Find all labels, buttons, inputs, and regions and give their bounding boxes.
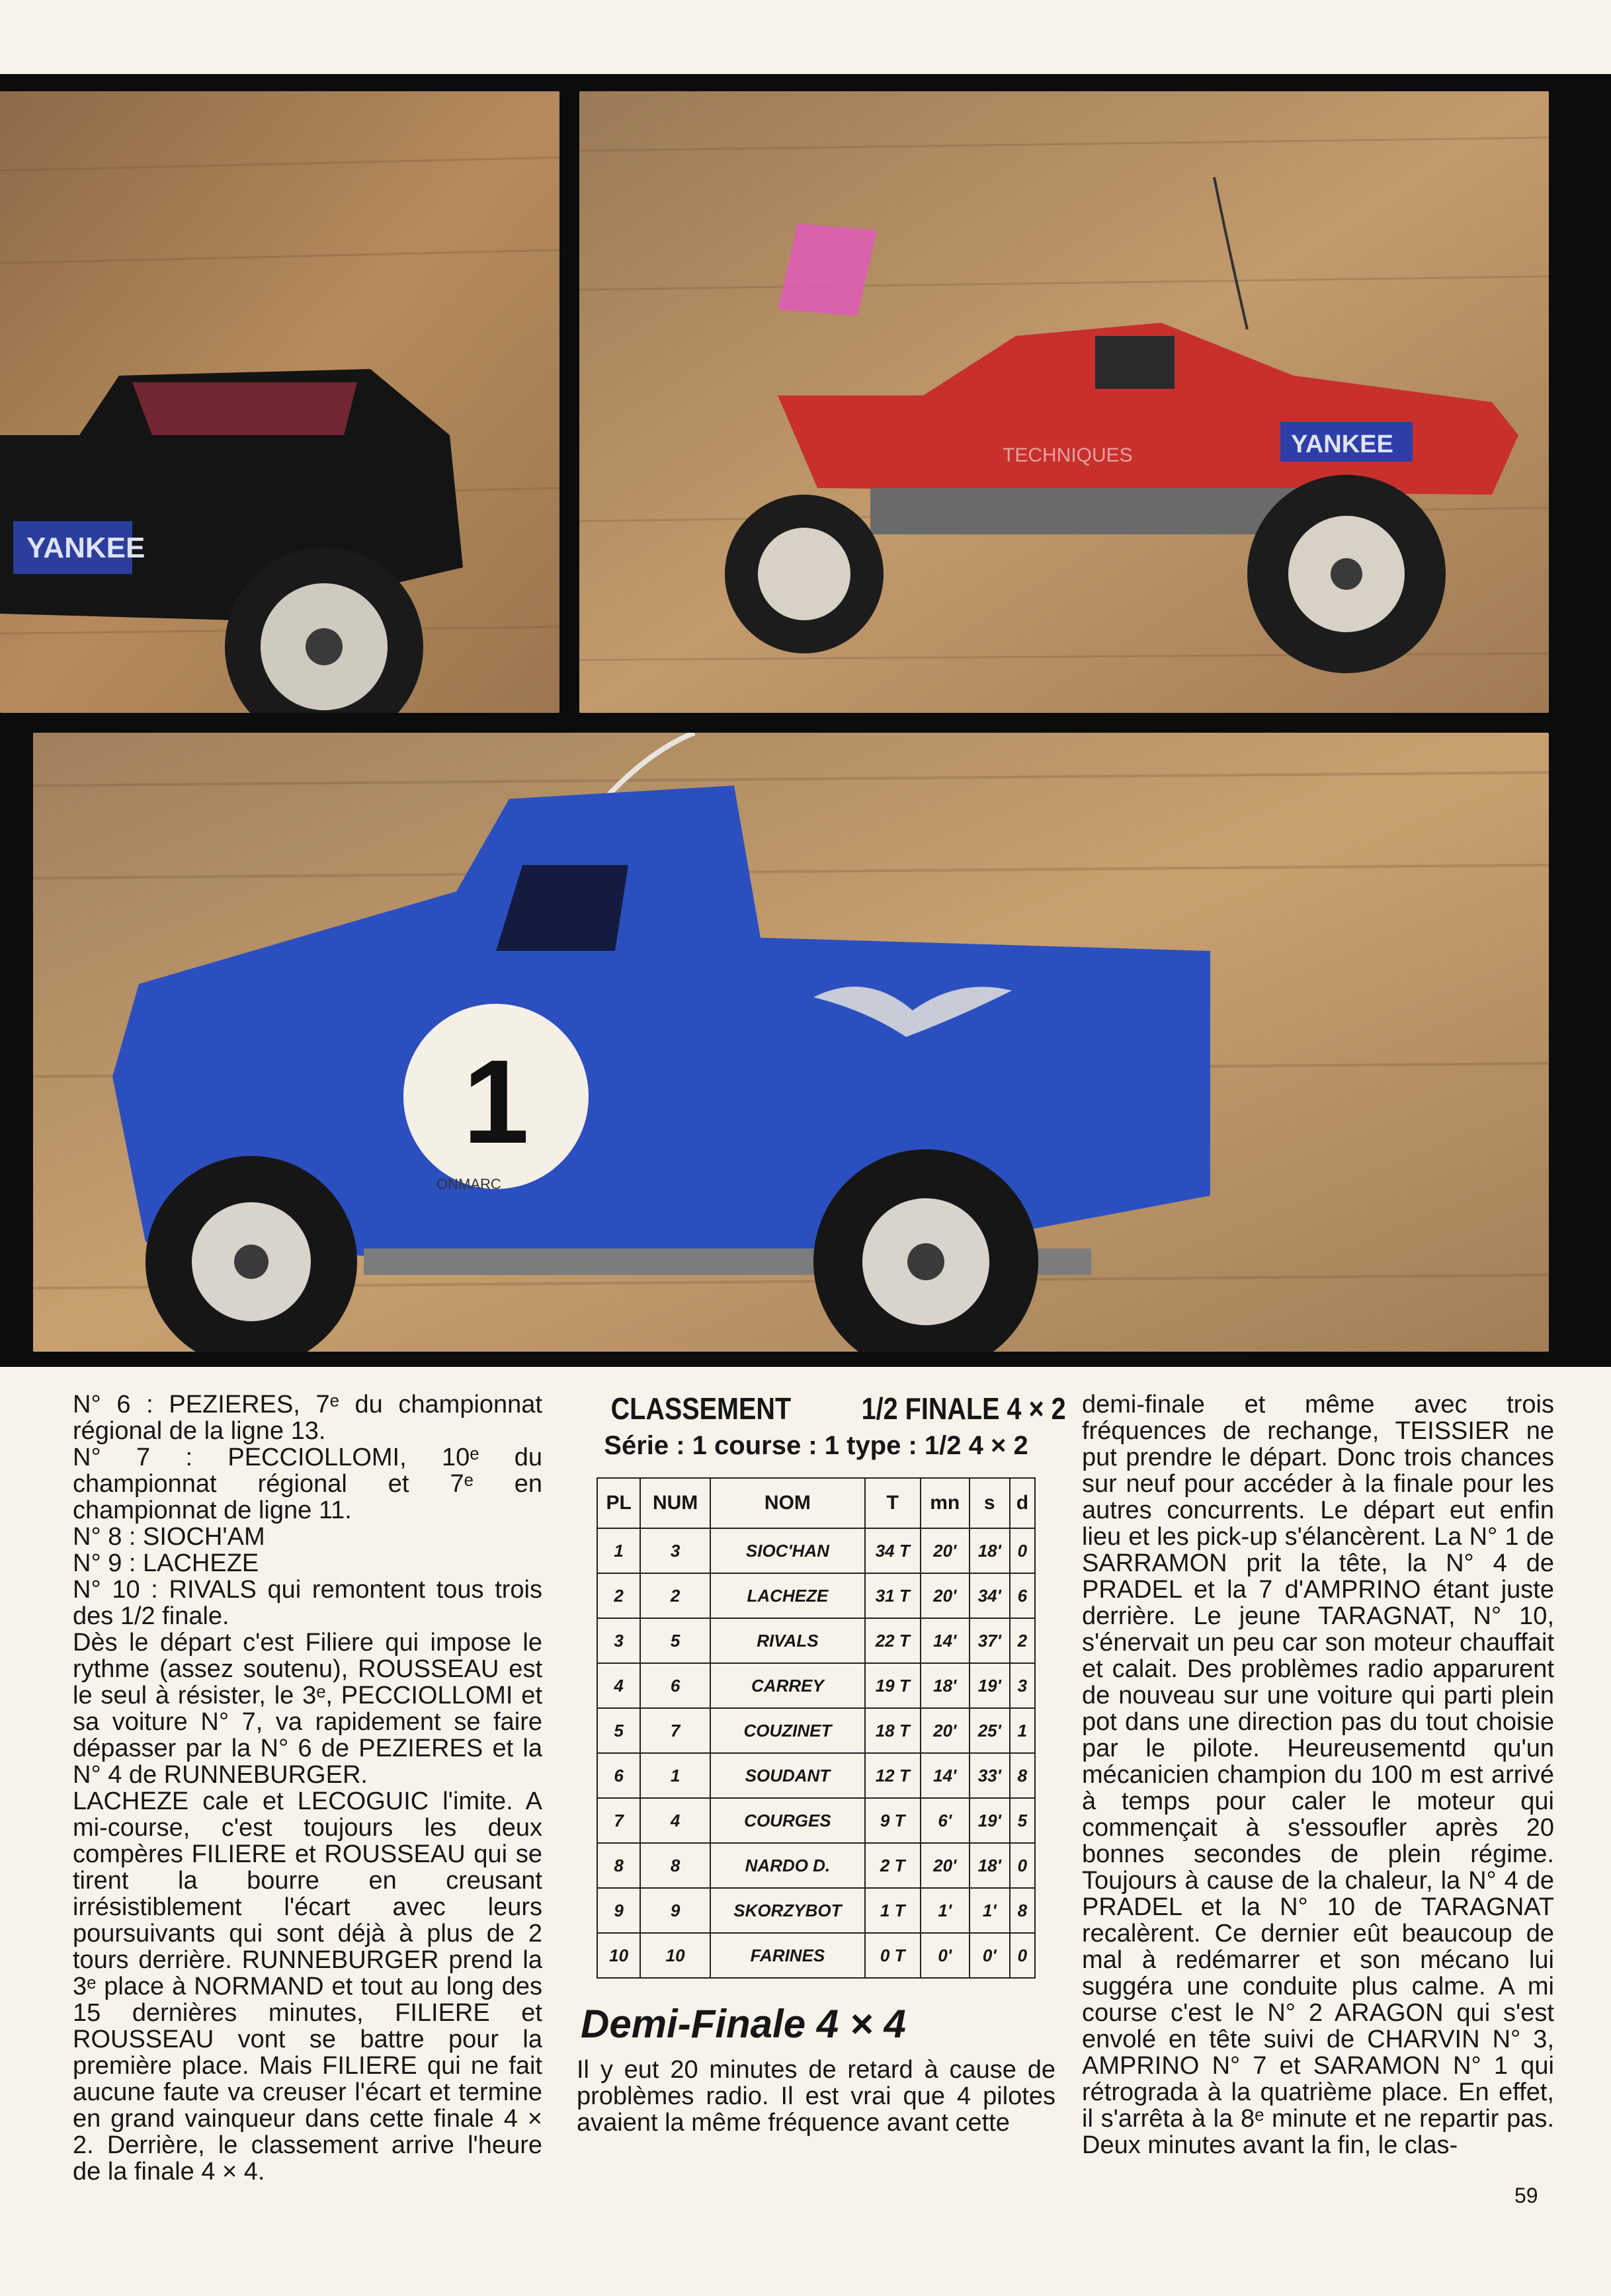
table-cell: 1 bbox=[640, 1753, 710, 1798]
table-cell: SOUDANT bbox=[710, 1753, 865, 1798]
table-cell: 3 bbox=[597, 1618, 640, 1663]
table-cell: 25' bbox=[970, 1708, 1010, 1753]
table-row bbox=[597, 1573, 1035, 1618]
table-cell: 7 bbox=[597, 1798, 640, 1843]
table-cell: 9 bbox=[597, 1888, 640, 1933]
paragraph: N° 8 : SIOCH'AM bbox=[73, 1523, 265, 1551]
paragraph: demi-finale et même avec trois fréquences de rechange, TEISSIER ne put prendre le départ. Donc trois chances sur neuf pour accéder à la finale pour les autres concurrents. Le départ eut enfin lieu et les pick-up s'élancèrent. La N° 1 de SARRAMON prit la tête, la N° 4 de PRADEL et la 7 d'AMPRINO étant juste derrière. Le jeune TARAGNAT, N° 10, s'énervait un peu car son moteur chauffait et calait. Des problèmes radio apparurent de nouveau sur une voiture qui parti plein pot dans une direction pas du tout choisie par le pilote. Heureusementd qu'un mécanicien champion du 100 m est arrivé à temps pour caler le moteur qui commençait à s'essoufler après 20 bonnes secondes de plein régime. Toujours à cause de la chaleur, la N° 4 de PRADEL et la N° 10 de TARAGNAT recalèrent. Ce dernier eût beaucoup de mal à redémarrer et son mécano lui suggéra une conduite plus calme. A mi course c'est le N° 2 ARAGON qui s'est envolé en tête suivi de CHARVIN N° 3, AMPRINO N° 7 et SARAMON N° 1 qui rétrograda à la quatrième place. En effet, il s'arrêta à la 8ᵉ minute et ne repartir pas. Deux minutes avant la fin, le clas- bbox=[1082, 1391, 1554, 2159]
table-cell: 2 T bbox=[865, 1843, 921, 1888]
table-cell: 2 bbox=[640, 1573, 710, 1618]
paragraph: N° 6 : PEZIERES, 7ᵉ du championnat régional de la ligne 13. bbox=[73, 1391, 542, 1445]
table-row bbox=[597, 1843, 1035, 1888]
table-cell: 5 bbox=[597, 1708, 640, 1753]
column-header: NOM bbox=[710, 1478, 865, 1528]
paragraph: N° 9 : LACHEZE bbox=[73, 1549, 259, 1577]
table-cell: 8 bbox=[1010, 1753, 1035, 1798]
photo-blue-pickup bbox=[33, 733, 1549, 1352]
table-cell: SIOC'HAN bbox=[710, 1528, 865, 1573]
table-row bbox=[597, 1798, 1035, 1843]
table-cell: 19' bbox=[970, 1798, 1010, 1843]
classement-header bbox=[577, 1391, 1083, 1426]
photo-red-buggy bbox=[579, 91, 1549, 713]
table-cell: 2 bbox=[597, 1573, 640, 1618]
red-car-label: YANKEE bbox=[1291, 430, 1393, 458]
left-column bbox=[73, 1391, 542, 2185]
column-header: d bbox=[1010, 1478, 1035, 1528]
column-header: PL bbox=[597, 1478, 640, 1528]
photo-black-buggy bbox=[0, 91, 559, 713]
demi-finale-text: Il y eut 20 minutes de retard à cause de problèmes radio. Il est vrai que 4 pilotes avaient la même fréquence avant cette bbox=[577, 2056, 1055, 2137]
table-cell: 10 bbox=[597, 1933, 640, 1978]
table-cell: 12 T bbox=[865, 1753, 921, 1798]
table-cell: 3 bbox=[1010, 1663, 1035, 1708]
table-cell: 4 bbox=[640, 1798, 710, 1843]
table-cell: 10 bbox=[640, 1933, 710, 1978]
table-cell: 37' bbox=[970, 1618, 1010, 1663]
table-cell: 18' bbox=[921, 1663, 970, 1708]
paragraph: N° 10 : RIVALS qui remontent tous trois des 1/2 finale. bbox=[73, 1576, 542, 1630]
table-cell: 1 T bbox=[865, 1888, 921, 1933]
table-row bbox=[597, 1933, 1035, 1978]
table-body bbox=[597, 1528, 1035, 1978]
table-cell: 8 bbox=[640, 1843, 710, 1888]
table-cell: 20' bbox=[921, 1573, 970, 1618]
table-cell: 19 T bbox=[865, 1663, 921, 1708]
results-table bbox=[597, 1477, 1036, 1979]
table-cell: LACHEZE bbox=[710, 1573, 865, 1618]
table-cell: 9 bbox=[640, 1888, 710, 1933]
table-cell: 0 bbox=[1010, 1933, 1035, 1978]
table-cell: 18' bbox=[970, 1843, 1010, 1888]
table-cell: 8 bbox=[1010, 1888, 1035, 1933]
table-row bbox=[597, 1888, 1035, 1933]
table-cell: 20' bbox=[921, 1843, 970, 1888]
red-car-side-text: TECHNIQUES bbox=[1003, 444, 1133, 466]
table-cell: 1' bbox=[970, 1888, 1010, 1933]
table-cell: NARDO D. bbox=[710, 1843, 865, 1888]
page-number: 59 bbox=[1514, 2184, 1538, 2207]
classement-round: 1/2 FINALE 4 × 2 bbox=[861, 1391, 1066, 1426]
table-cell: 5 bbox=[1010, 1798, 1035, 1843]
table-cell: 3 bbox=[640, 1528, 710, 1573]
right-column bbox=[1082, 1391, 1554, 2158]
table-cell: 34' bbox=[970, 1573, 1010, 1618]
column-header: NUM bbox=[640, 1478, 710, 1528]
table-cell: 31 T bbox=[865, 1573, 921, 1618]
table-cell: 7 bbox=[640, 1708, 710, 1753]
table-cell: CARREY bbox=[710, 1663, 865, 1708]
table-row bbox=[597, 1753, 1035, 1798]
table-cell: 0' bbox=[921, 1933, 970, 1978]
photo-band bbox=[0, 74, 1611, 1367]
table-cell: 0 bbox=[1010, 1843, 1035, 1888]
middle-column bbox=[577, 1391, 1066, 2137]
classement-title: CLASSEMENT bbox=[610, 1391, 792, 1426]
table-header-row bbox=[597, 1478, 1035, 1528]
table-cell: 6 bbox=[640, 1663, 710, 1708]
table-cell: 0 bbox=[1010, 1528, 1035, 1573]
table-cell: 2 bbox=[1010, 1618, 1035, 1663]
table-cell: 20' bbox=[921, 1528, 970, 1573]
table-cell: 34 T bbox=[865, 1528, 921, 1573]
table-row bbox=[597, 1663, 1035, 1708]
table-row bbox=[597, 1528, 1035, 1573]
classement-subtitle: Série : 1 course : 1 type : 1/2 4 × 2 bbox=[604, 1431, 1028, 1460]
black-car-label: YANKEE bbox=[26, 532, 145, 564]
paragraph: LACHEZE cale et LECOGUIC l'imite. A mi-course, c'est toujours les deux compères FILIERE et ROUSSEAU qui se tirent la bourre en creusant irrésistiblement l'écart avec leurs poursuivants qui sont déjà à plus de 2 tours derrière. RUNNEBURGER prend la 3ᵉ place à NORMAND et tout au long des 15 dernières minutes, FILIERE et ROUSSEAU vont se battre pour la première place. Mais FILIERE qui ne fait aucune faute va creuser l'écart et termine en grand vainqueur dans cette finale 4 × 2. Derrière, le classement arrive l'heure de la finale 4 × 4. bbox=[73, 1787, 542, 2186]
table-cell: 1' bbox=[921, 1888, 970, 1933]
table-cell: COUZINET bbox=[710, 1708, 865, 1753]
table-cell: 4 bbox=[597, 1663, 640, 1708]
column-header: s bbox=[970, 1478, 1010, 1528]
blue-truck-number: 1 bbox=[463, 1036, 530, 1168]
paragraph: N° 7 : PECCIOLLOMI, 10ᵉ du championnat régional et 7ᵉ en championnat de ligne 11. bbox=[73, 1444, 542, 1524]
table-cell: 19' bbox=[970, 1663, 1010, 1708]
table-cell: 0' bbox=[970, 1933, 1010, 1978]
column-header: mn bbox=[921, 1478, 970, 1528]
table-cell: 9 T bbox=[865, 1798, 921, 1843]
blue-truck-sticker: ONMARC bbox=[436, 1176, 501, 1192]
table-cell: 20' bbox=[921, 1708, 970, 1753]
table-cell: 14' bbox=[921, 1618, 970, 1663]
table-row bbox=[597, 1618, 1035, 1663]
table-cell: 0 T bbox=[865, 1933, 921, 1978]
demi-finale-title: Demi-Finale 4 × 4 bbox=[581, 2002, 906, 2046]
table-cell: COURGES bbox=[710, 1798, 865, 1843]
table-cell: 1 bbox=[1010, 1708, 1035, 1753]
table-cell: FARINES bbox=[710, 1933, 865, 1978]
table-cell: 8 bbox=[597, 1843, 640, 1888]
paragraph: Dès le départ c'est Filiere qui impose le rythme (assez soutenu), ROUSSEAU est le seul à résister, le 3ᵉ, PECCIOLLOMI et sa voiture N° 7, va rapidement se faire dépasser par la N° 6 de PEZIERES et la N° 4 de RUNNEBURGER. bbox=[73, 1629, 542, 1789]
table-cell: 6 bbox=[597, 1753, 640, 1798]
table-cell: 5 bbox=[640, 1618, 710, 1663]
table-cell: 6' bbox=[921, 1798, 970, 1843]
table-cell: 22 T bbox=[865, 1618, 921, 1663]
table-cell: 6 bbox=[1010, 1573, 1035, 1618]
table-cell: 33' bbox=[970, 1753, 1010, 1798]
table-cell: 1 bbox=[597, 1528, 640, 1573]
table-cell: 18 T bbox=[865, 1708, 921, 1753]
table-cell: 18' bbox=[970, 1528, 1010, 1573]
column-header: T bbox=[865, 1478, 921, 1528]
table-cell: SKORZYBOT bbox=[710, 1888, 865, 1933]
table-row bbox=[597, 1708, 1035, 1753]
table-cell: 14' bbox=[921, 1753, 970, 1798]
table-cell: RIVALS bbox=[710, 1618, 865, 1663]
